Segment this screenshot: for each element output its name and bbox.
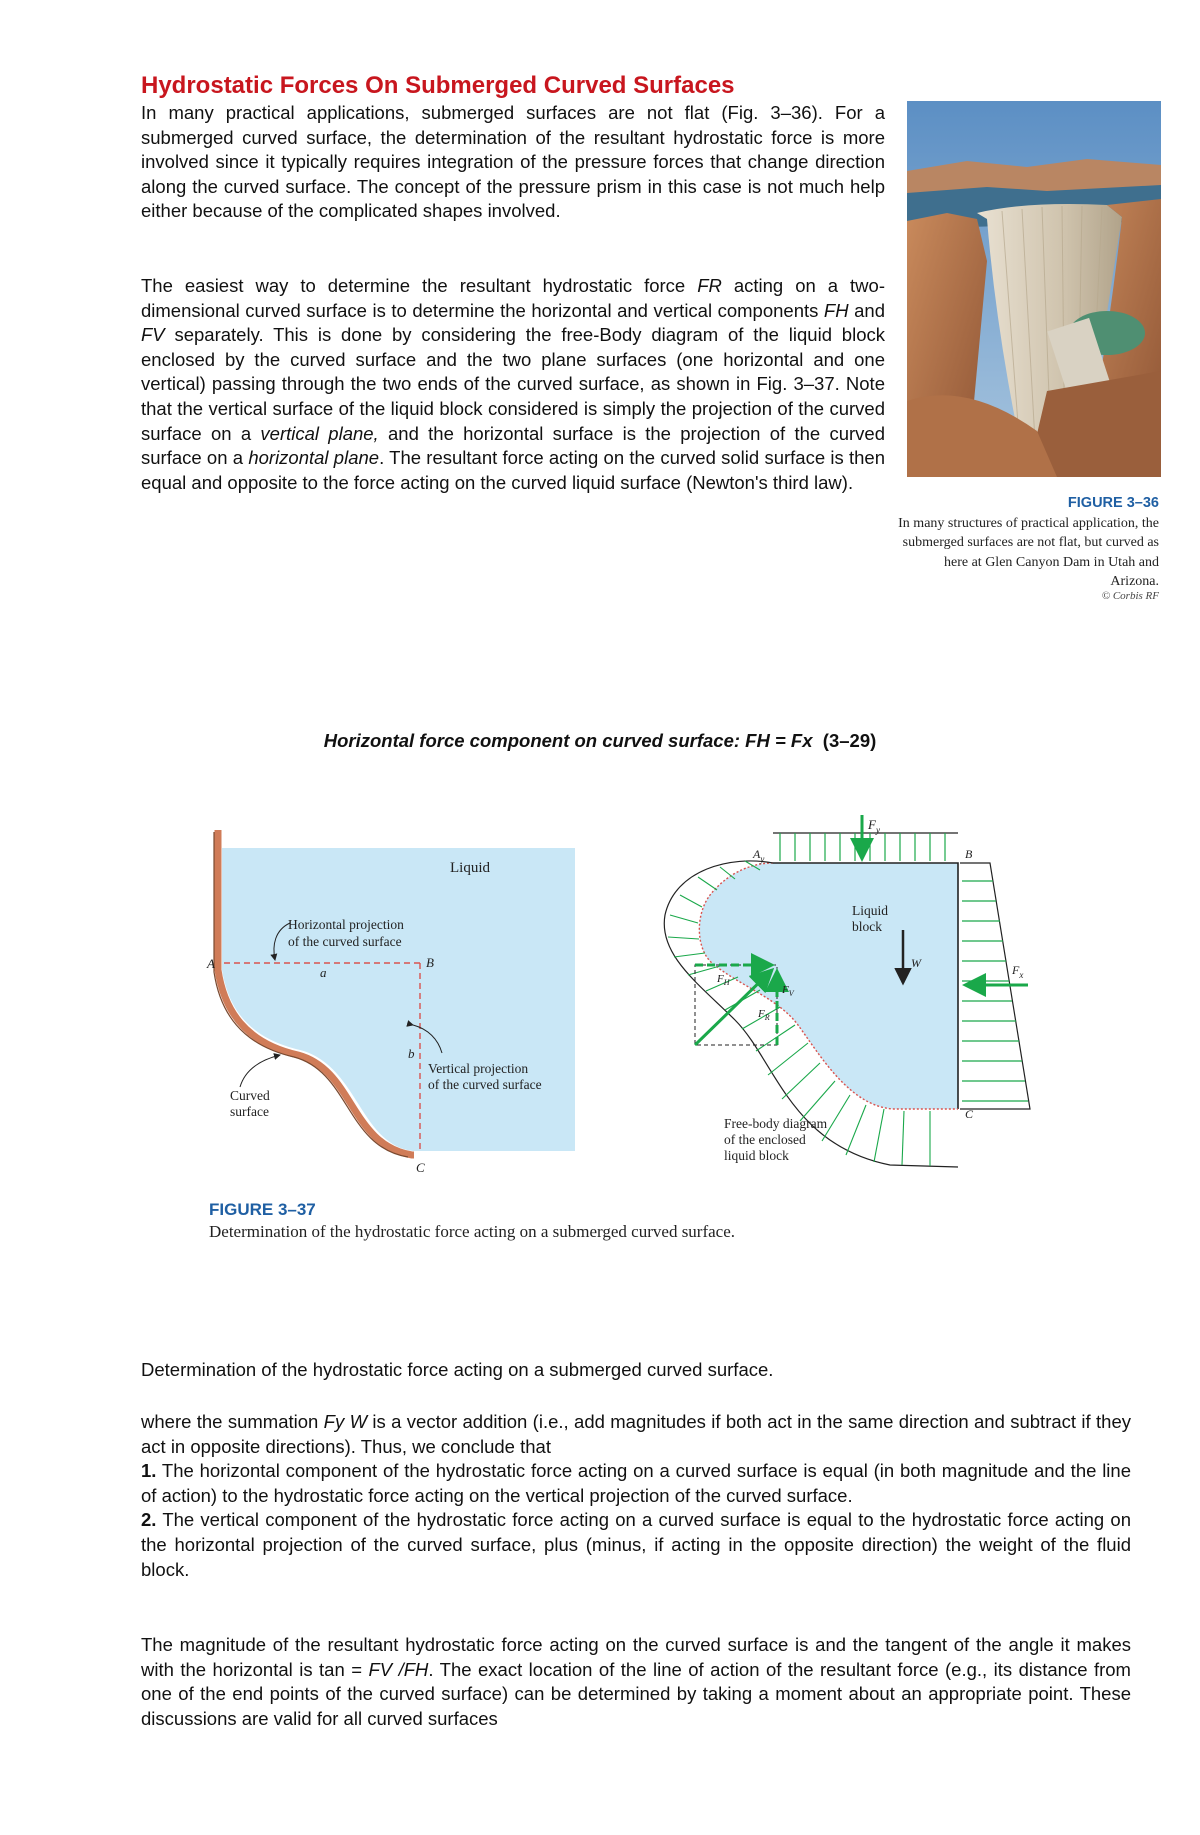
list-item-text: The vertical component of the hydrostatic force acting on a curved surface is equal to the hydrostatic force acting on the horizontal projection of the curved surface, plus (minus, if acting in the opposite direction) the weight of the fluid block. xyxy=(141,1509,1131,1580)
label-fy: $F_y$ xyxy=(868,817,880,835)
label-vertical-projection-2: of the curved surface xyxy=(428,1077,542,1092)
p5-text-3: . The exact location of the line of action of the resultant force (e.g., its distance from one of the end points of the curved surface) can be determined by taking a moment about an appropriate point. These discussions are valid for all curved surfaces xyxy=(141,1658,1131,1729)
p2-var-fr: FR xyxy=(697,275,722,296)
label-fv: $F_V$ xyxy=(782,984,794,998)
label-length-b: b xyxy=(408,1046,415,1061)
equation-text: Horizontal force component on curved surface: FH = Fx xyxy=(323,730,813,751)
p5-text-1: The magnitude of the resultant hydrostatic force acting on the curved surface is and the tangent of the angle it makes with the horizontal is tan xyxy=(141,1634,1131,1680)
paragraph-figure-restatement: Determination of the hydrostatic force acting on a submerged curved surface. xyxy=(141,1359,774,1380)
label-point-b: B xyxy=(426,955,434,970)
label-length-a: a xyxy=(320,965,327,980)
p4-intro-a: where the summation xyxy=(141,1411,324,1432)
label-liquid-block-2: block xyxy=(852,919,882,934)
p5-ratio: FV /FH xyxy=(368,1658,429,1680)
list-item xyxy=(141,1508,1131,1582)
label-right-b: B xyxy=(965,847,973,861)
left-diagram xyxy=(206,830,575,1175)
label-point-a: A xyxy=(207,956,215,971)
right-diagram xyxy=(664,815,1030,1167)
figure-37-label: FIGURE 3–37 xyxy=(209,1200,316,1219)
p2-vertical-plane: vertical plane, xyxy=(260,422,379,444)
paragraph-free-body xyxy=(141,274,885,495)
p4-intro-var: Fy W xyxy=(323,1411,368,1432)
list-item xyxy=(141,1459,1131,1508)
label-horizontal-projection-2: of the curved surface xyxy=(288,934,402,949)
label-weight: W xyxy=(911,956,921,970)
p2-var-fv: FV xyxy=(141,324,165,346)
p2-text-3: and xyxy=(848,299,885,321)
list-item-text: The horizontal component of the hydrostatic force acting on a curved surface is equal (in both magnitude and the line of action) to the hydrostatic force acting on the vertical projection of the curved surface. xyxy=(141,1460,1131,1506)
section-heading: Hydrostatic Forces On Submerged Curved Surfaces xyxy=(141,72,735,99)
p2-horizontal-plane: horizontal plane xyxy=(248,447,380,469)
p4-intro-b: is a vector addition (i.e., add magnitudes if both act in the same direction and subtract if they act in opposite directions). Thus, we conclude that xyxy=(141,1411,1131,1457)
label-fh: $F_H$ xyxy=(717,973,730,987)
p2-text-2: acting on a two-dimensional curved surface is to determine the horizontal and vertical components xyxy=(141,275,885,321)
p2-text-5: and the horizontal surface is the projection of the curved surface on a xyxy=(141,422,885,469)
figure-36-caption: In many structures of practical application, the submerged surfaces are not flat, but curved as here at Glen Canyon Dam in Utah and Arizona. xyxy=(898,516,1159,590)
label-curved-surface-1: Curved xyxy=(230,1088,270,1103)
p2-text-6: . The resultant force acting on the curved solid surface is then equal and opposite to the force acting on the curved liquid surface (Newton's third law). xyxy=(141,447,886,493)
label-liquid: Liquid xyxy=(450,860,490,876)
label-fbd-1: Free-body diagram xyxy=(724,1116,828,1131)
paragraph-resultant xyxy=(141,1633,1131,1731)
label-right-c: C xyxy=(965,1107,974,1121)
list-item-number: 1. xyxy=(141,1460,157,1482)
label-fr: $F_R$ xyxy=(758,1008,770,1022)
equation-number: (3–29) xyxy=(822,730,877,751)
figure-37-diagram xyxy=(190,815,1070,1185)
label-point-c: C xyxy=(416,1160,425,1175)
paragraph-intro: In many practical applications, submerged surfaces are not flat (Fig. 3–36). For a submerged curved surface, the determination of the resultant hydrostatic force is more involved since it typically requires integration of the pressure forces that change direction along the curved surface. The concept of the pressure prism in this case is not much help either because of the complicated shapes involved. xyxy=(141,102,885,222)
label-vertical-projection-1: Vertical projection xyxy=(428,1061,529,1076)
p5-text-2: = xyxy=(351,1658,369,1680)
paragraph-conclusions xyxy=(141,1410,1131,1582)
label-fx: $F_x$ xyxy=(1012,963,1024,980)
figure-37-caption: Determination of the hydrostatic force acting on a submerged curved surface. xyxy=(209,1222,736,1241)
dam-photo xyxy=(907,101,1161,477)
label-horizontal-projection-1: Horizontal projection xyxy=(288,917,404,932)
equation-3-29 xyxy=(141,730,1059,752)
figure-36-label: FIGURE 3–36 xyxy=(1067,495,1159,511)
p2-text-4: separately. This is done by considering the free-Body diagram of the liquid block enclosed by the curved surface and the two plane surfaces (one horizontal and one vertical) passing through the two ends of the curved surface, as shown in Fig. 3–37. Note that the vertical surface of the liquid block considered is simply the projection of the curved surface on a xyxy=(141,324,885,444)
label-fbd-3: liquid block xyxy=(724,1148,789,1163)
figure-36-credit: © Corbis RF xyxy=(1101,590,1159,602)
label-ay: $A_y$ xyxy=(753,847,765,864)
p2-var-fh: FH xyxy=(823,299,849,321)
label-fbd-2: of the enclosed xyxy=(724,1132,806,1147)
label-curved-surface-2: surface xyxy=(230,1104,269,1119)
list-item-number: 2. xyxy=(141,1509,157,1531)
p2-text-1: The easiest way to determine the resultant hydrostatic force xyxy=(141,275,698,296)
label-liquid-block-1: Liquid xyxy=(852,903,888,918)
